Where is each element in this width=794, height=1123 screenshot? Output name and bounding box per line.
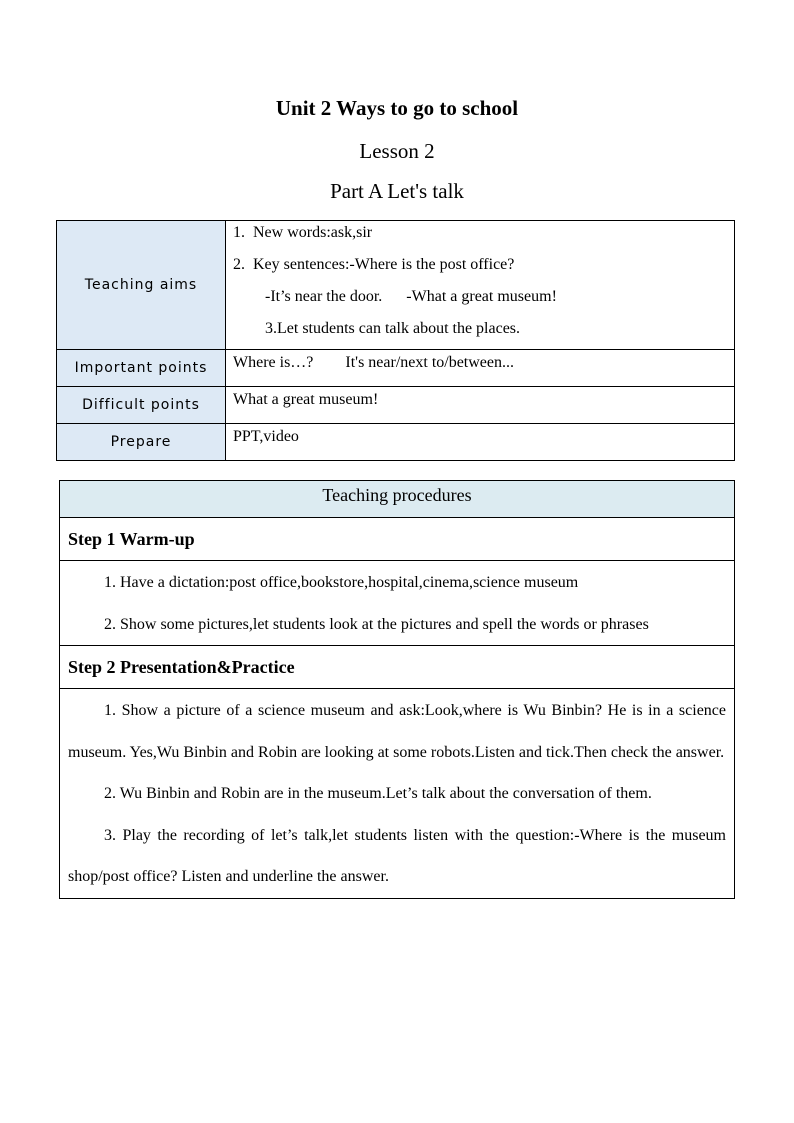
table-row — [60, 561, 735, 646]
table-row — [57, 424, 735, 461]
table-row — [60, 689, 735, 899]
unit-title: Unit 2 Ways to go to school — [275, 96, 519, 120]
list-item: 2. Show some pictures,let students look at the pictures and spell the words or phrases — [104, 615, 649, 633]
difficult-points-value: What a great museum! — [226, 387, 735, 424]
teaching-aims-value — [226, 221, 735, 350]
table-row — [60, 518, 735, 561]
aim-line: 2. Key sentences:-Where is the post office? — [233, 256, 515, 273]
prepare-label: Prepare — [57, 424, 226, 461]
aim-line: -It’s near the door. -What a great museum! — [233, 288, 557, 305]
teaching-aims-label: Teaching aims — [57, 221, 226, 350]
difficult-points-label: Difficult points — [57, 387, 226, 424]
step2-heading: Step 2 Presentation&Practice — [60, 646, 735, 689]
step1-body — [60, 561, 735, 646]
table-row — [60, 646, 735, 689]
teaching-procedures-table — [59, 480, 735, 899]
table-row — [60, 481, 735, 518]
aim-line: 1. New words:ask,sir — [233, 224, 373, 241]
list-item: 2. Wu Binbin and Robin are in the museum.Let’s talk about the conversation of them. — [104, 785, 652, 802]
prepare-value: PPT,video — [226, 424, 735, 461]
list-item: 3. Play the recording of let’s talk,let students listen with the question:-Where is the museum shop/post office? Listen and underline the answer. — [68, 826, 726, 885]
aim-line: 3.Let students can talk about the places. — [233, 320, 521, 337]
part-title: Part A Let's talk — [330, 179, 464, 203]
important-points-value: Where is…? It's near/next to/between... — [226, 350, 735, 387]
list-item: 1. Show a picture of a science museum and ask:Look,where is Wu Binbin? He is in a science museum. Yes,Wu Binbin and Robin are looking at some robots.Listen and tick.Then check the answer. — [68, 702, 726, 761]
table-row — [57, 221, 735, 350]
table-row — [57, 350, 735, 387]
procedures-title: Teaching procedures — [60, 481, 735, 518]
lesson-title: Lesson 2 — [359, 139, 435, 163]
step1-heading: Step 1 Warm-up — [60, 518, 735, 561]
step2-body — [60, 689, 735, 899]
important-points-label: Important points — [57, 350, 226, 387]
list-item: 1. Have a dictation:post office,bookstore,hospital,cinema,science museum — [104, 574, 579, 591]
table-row — [57, 387, 735, 424]
teaching-aims-table — [56, 220, 735, 461]
